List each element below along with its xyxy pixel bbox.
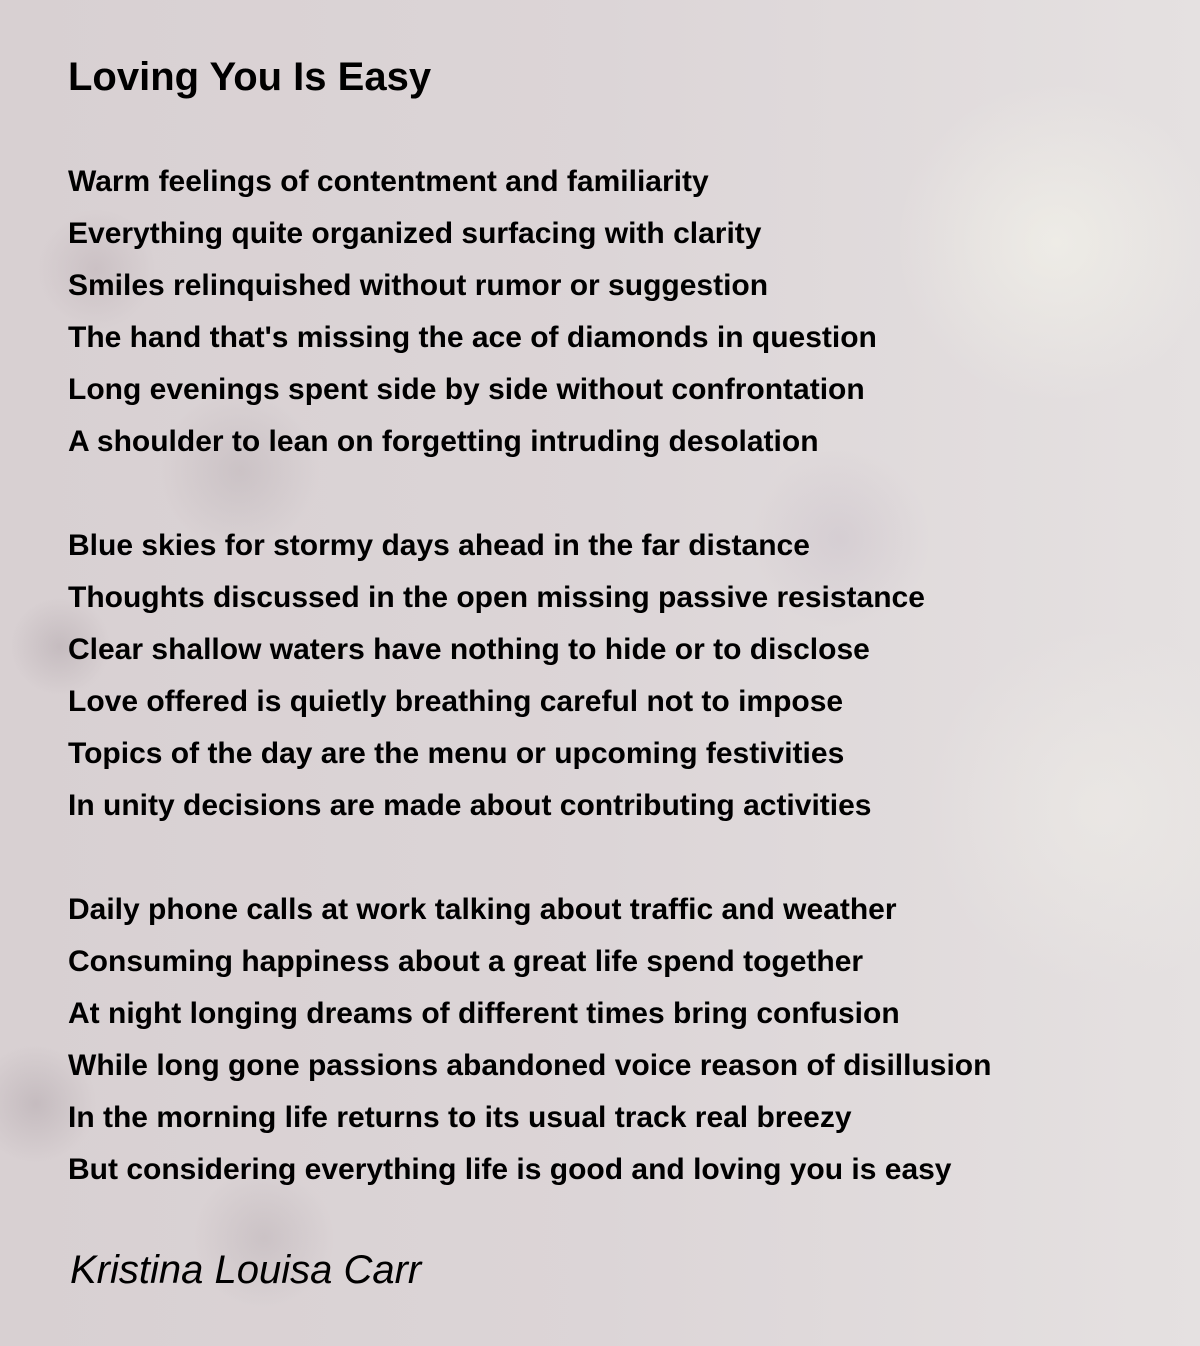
poem-line: But considering everything life is good and loving you is easy (68, 1153, 952, 1186)
poem-line: Long evenings spent side by side without confrontation (68, 373, 865, 406)
poem-line: Clear shallow waters have nothing to hide or to disclose (68, 633, 870, 666)
poem-line: Daily phone calls at work talking about traffic and weather (68, 893, 897, 926)
poem-line: Smiles relinquished without rumor or suggestion (68, 269, 769, 302)
poem-line: Everything quite organized surfacing with clarity (68, 217, 762, 250)
poem-line: The hand that's missing the ace of diamonds in question (68, 321, 877, 354)
poem-line: A shoulder to lean on forgetting intruding desolation (68, 425, 819, 458)
poem-line: Blue skies for stormy days ahead in the far distance (68, 529, 810, 562)
poem-line: Topics of the day are the menu or upcoming festivities (68, 737, 845, 770)
poem-line: In the morning life returns to its usual track real breezy (68, 1101, 852, 1134)
poem-line: While long gone passions abandoned voice reason of disillusion (68, 1049, 992, 1082)
poem-line: Love offered is quietly breathing careful not to impose (68, 685, 844, 718)
stanza-2 (68, 520, 925, 832)
poem-line: At night longing dreams of different times bring confusion (68, 997, 900, 1030)
poem-title: Loving You Is Easy (68, 55, 432, 99)
poem-line: Warm feelings of contentment and familiarity (68, 165, 709, 198)
poem-line: Thoughts discussed in the open missing passive resistance (68, 581, 925, 614)
poem-author: Kristina Louisa Carr (70, 1248, 422, 1292)
poem-line: In unity decisions are made about contributing activities (68, 789, 872, 822)
stanza-3 (68, 884, 991, 1196)
stanza-1 (68, 156, 877, 468)
poem-line: Consuming happiness about a great life spend together (68, 945, 864, 978)
